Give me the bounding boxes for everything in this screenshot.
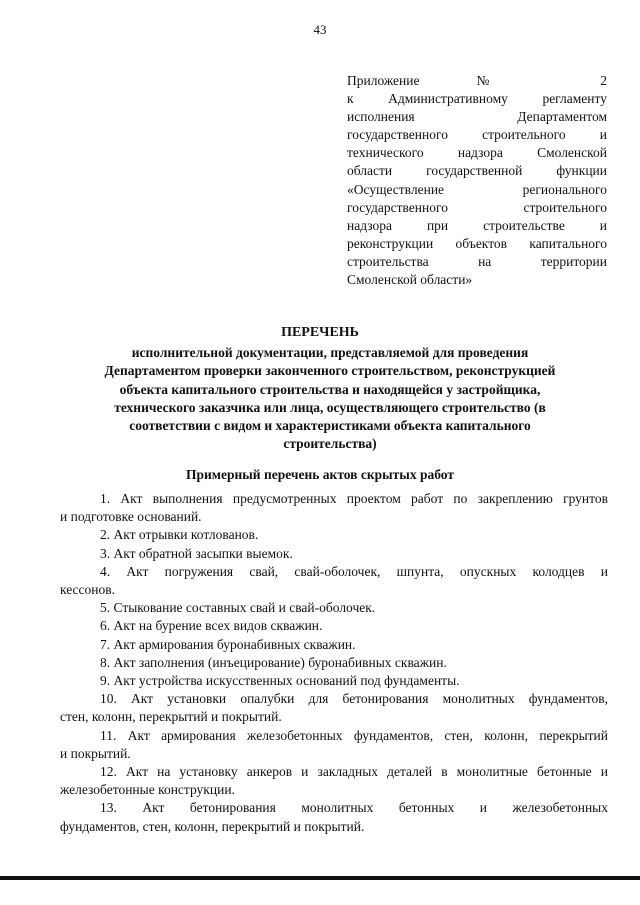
subtitle-line: технического заказчика или лица, осуществляющего строительство (в [114,399,546,415]
appendix-line: исполнения Департаментом [347,109,607,125]
list-item-line: 4. Акт погружения свай, свай-оболочек, шпунта, опускных колодцев и [100,563,608,579]
appendix-line: государственного строительного [347,199,607,215]
list-item-line: 12. Акт на установку анкеров и закладных деталей в монолитные бетонные и [100,764,608,780]
acts-list [60,490,608,836]
appendix-line: Приложение № 2 [347,73,607,88]
appendix-line: к Административному регламенту [347,91,607,107]
list-item-line: 8. Акт заполнения (инъецирование) буронабивных скважин. [100,654,447,670]
appendix-line: Смоленской области» [347,272,473,288]
list-heading: Примерный перечень актов скрытых работ [186,467,454,482]
subtitle-line: Департаментом проверки законченного строительством, реконструкцией [104,363,556,379]
appendix-line: надзора при строительстве и [347,217,607,233]
document-subtitle [60,344,600,454]
list-item-line: стен, колонн, перекрытий и покрытий. [60,709,282,725]
list-item-line: 1. Акт выполнения предусмотренных проектом работ по закреплению грунтов [100,491,608,506]
list-item-line: 9. Акт устройства искусственных оснований под фундаменты. [100,673,460,689]
appendix-line: реконструкции объектов капитального [347,235,607,251]
list-item-line: 3. Акт обратной засыпки выемок. [100,545,293,561]
appendix-line: государственного строительного и [347,127,607,143]
list-item-line: фундаментов, стен, колонн, перекрытий и покрытий. [60,818,365,834]
appendix-line: «Осуществление регионального [347,181,607,197]
subtitle-line: строительства) [283,436,377,452]
page-number: 43 [313,22,327,37]
subtitle-line: объекта капитального строительства и находящейся у застройщика, [119,381,541,397]
list-item-line: 13. Акт бетонирования монолитных бетонных и железобетонных [100,800,608,816]
list-item-line: железобетонные конструкции. [60,782,235,798]
subtitle-line: соответствии с видом и характеристиками объекта капитального [129,418,531,434]
list-item-line: 7. Акт армирования буронабивных скважин. [100,636,356,652]
appendix-line: области государственной функции [347,163,607,179]
list-item-line: и подготовке оснований. [60,509,202,525]
list-item-line: кессонов. [60,582,116,598]
list-item-line: и покрытий. [60,745,131,761]
bottom-rule [0,876,640,880]
list-item-line: 6. Акт на бурение всех видов скважин. [100,618,323,634]
list-item-line: 10. Акт установки опалубки для бетонирования монолитных фундаментов, [100,691,608,707]
subtitle-line: исполнительной документации, представляемой для проведения [131,345,529,360]
appendix-block [347,72,607,289]
list-item-line: 2. Акт отрывки котлованов. [100,527,259,543]
list-item-line: 5. Стыкование составных свай и свай-оболочек. [100,600,376,616]
appendix-line: строительства на территории [347,253,607,269]
document-title: ПЕРЕЧЕНЬ [281,325,359,340]
list-item-line: 11. Акт армирования железобетонных фундаментов, стен, колонн, перекрытий [100,727,608,743]
appendix-line: технического надзора Смоленской [347,145,607,161]
